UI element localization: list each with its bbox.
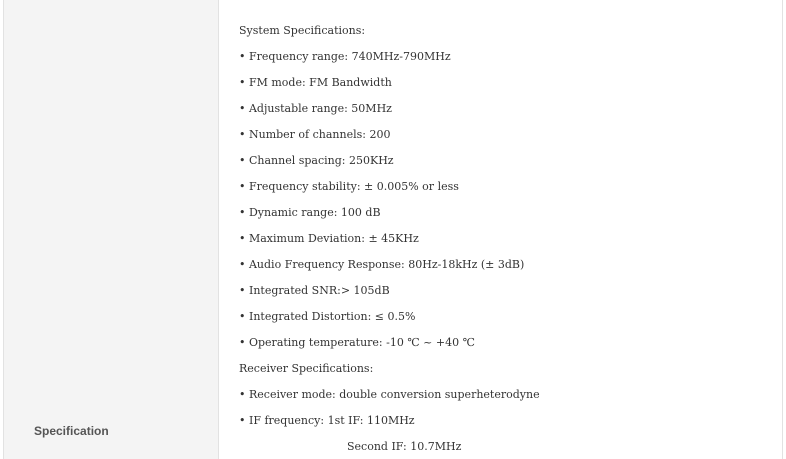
spec-label-cell — [4, 0, 219, 459]
spec-line: • Receiver mode: double conversion superheterodyne — [239, 388, 540, 401]
spec-lines-list — [239, 22, 540, 459]
spec-line: • Adjustable range: 50MHz — [239, 102, 392, 115]
spec-line: • Frequency stability: ± 0.005% or less — [239, 180, 459, 193]
spec-line: • Operating temperature: -10 ℃ ~ +40 ℃ — [239, 336, 475, 349]
spec-line: System Specifications: — [239, 24, 366, 37]
spec-line: • Number of channels: 200 — [239, 128, 391, 141]
spec-line: • Frequency range: 740MHz-790MHz — [239, 50, 451, 63]
spec-value-cell — [219, 0, 782, 459]
spec-line: • Audio Frequency Response: 80Hz-18kHz (± 3dB) — [239, 258, 525, 271]
specification-label: Specification — [34, 424, 109, 438]
spec-line: Receiver Specifications: — [239, 362, 374, 375]
spec-line: • Maximum Deviation: ± 45KHz — [239, 232, 419, 245]
spec-line: • Channel spacing: 250KHz — [239, 154, 394, 167]
specification-table — [3, 0, 783, 459]
spec-line: • FM mode: FM Bandwidth — [239, 76, 392, 89]
spec-line: Second IF: 10.7MHz — [347, 440, 462, 453]
spec-line: • IF frequency: 1st IF: 110MHz — [239, 414, 415, 427]
spec-line: • Integrated SNR:> 105dB — [239, 284, 390, 297]
spec-line: • Dynamic range: 100 dB — [239, 206, 381, 219]
spec-line: • Integrated Distortion: ≤ 0.5% — [239, 310, 416, 323]
